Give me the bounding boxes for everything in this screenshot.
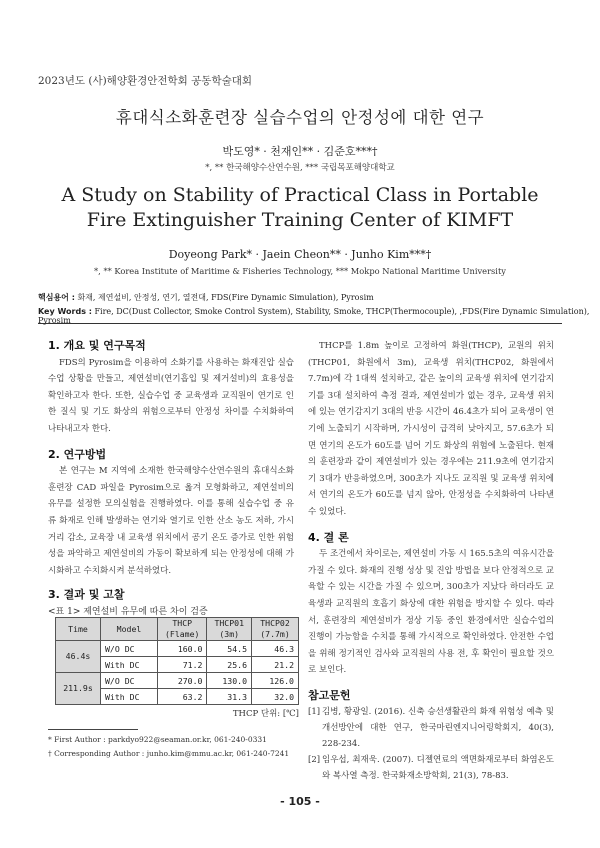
table-cell-value: 160.0 <box>158 641 207 657</box>
keywords-korean <box>38 292 374 303</box>
footnotes <box>48 733 289 761</box>
results-table <box>55 617 299 705</box>
references-title: 참고문헌 <box>308 688 351 702</box>
korean-authors: 박도영* · 천재인** · 김준호***† <box>222 145 378 158</box>
table-cell-value: 130.0 <box>207 673 252 689</box>
conference-header: 2023년도 (사)해양환경안전학회 공동학술대회 <box>38 75 253 87</box>
table-cell-value: 270.0 <box>158 673 207 689</box>
table-cell-value: 71.2 <box>158 657 207 673</box>
korean-affiliation: *, ** 한국해양수산연수원, *** 국립목포해양대학교 <box>205 163 395 173</box>
table-cell-time: 211.9s <box>56 673 101 705</box>
reference-text: 임우섭, 최재욱. (2007). 디젤연료의 액면화재로부터 화염온도와 복사열 측정. 한국화재소방학회, 21(3), 78-83. <box>322 755 554 782</box>
english-title-line1: A Study on Stability of Practical Class in Portable <box>61 184 539 206</box>
english-authors: Doyeong Park* · Jaein Cheon** · Junho Kim***† <box>168 248 432 261</box>
table-unit: THCP 단위: [℃] <box>232 709 299 719</box>
table-caption: <표 1> 제연설비 유무에 따른 차이 검증 <box>48 606 208 617</box>
table-cell-value: 63.2 <box>158 689 207 705</box>
section-2-body: 본 연구는 M 지역에 소재한 한국해양수산연수원의 휴대식소화훈련장 CAD 파일을 Pyrosim으로 옮겨 모형화하고, 제연설비의 유무를 설정한 모의실험을 진행하였다. 이를 통해 실습수업 중 유류 화재로 인해 발생하는 연기와 열기로 인한 산소 농도 저하, 가시거리 감소, 교육장 내 교육생 위치에서 공기 온도 증가로 인한 위험성을 파악하고 제연설비의 가동이 확보하게 되는 안정성에 대해 가시화하고 수치화시켜 분석하였다. <box>48 466 294 576</box>
english-title <box>0 183 600 233</box>
section-1-body: FDS의 Pyrosim을 이용하여 소화기를 사용하는 화재진압 실습수업 상황을 만들고, 제연설비(연기흡입 및 제거설비)의 효용성을 확인하고자 한다. 또한, 실습수업 중 교육생과 교직원이 연기로 인한 질식 및 기도 화상의 위험으로부터 안정성 차이를 수치화하여 나타내고자 한다. <box>48 357 294 434</box>
keywords-korean-label: 핵심용어 : <box>38 293 75 302</box>
table-header-cell: THCP02 (7.7m) <box>252 618 299 641</box>
section-3-title: 3. 결과 및 고찰 <box>48 588 125 602</box>
table-header-cell: Model <box>101 618 158 641</box>
table-header-row <box>56 618 299 641</box>
table-cell-model: With DC <box>101 689 158 705</box>
reference-number: [1] <box>308 707 321 718</box>
footnote-corresponding-author: † Corresponding Author : junho.kim@mmu.ac.kr, 061-240-7241 <box>48 749 290 758</box>
page-number: - 105 - <box>280 795 320 808</box>
reference-number: [2] <box>308 755 321 766</box>
section-2-title: 2. 연구방법 <box>48 447 107 461</box>
keywords-english-text: Fire, DC(Dust Collector, Smoke Control System), Stability, Smoke, THCP(Thermocouple), ,FDS(Fire Dynamic Simulation), Pyrosim <box>38 307 590 325</box>
divider <box>38 323 562 324</box>
table-cell-value: 54.5 <box>207 641 252 657</box>
table-row <box>56 641 299 657</box>
table-cell-value: 31.3 <box>207 689 252 705</box>
right-column <box>308 338 554 784</box>
reference-item <box>308 752 554 784</box>
keywords-english-label: Key Words : <box>38 307 92 316</box>
keywords-korean-text: 화재, 제연설비, 안정성, 연기, 열전대, FDS(Fire Dynamic Simulation), Pyrosim <box>77 293 374 302</box>
english-affiliation: *, ** Korea Institute of Maritime & Fisheries Technology, *** Mokpo National Maritime University <box>94 266 506 276</box>
table-cell-value: 25.6 <box>207 657 252 673</box>
footnote-divider <box>48 729 138 730</box>
table-header-cell: THCP (Flame) <box>158 618 207 641</box>
table-header-cell: THCP01 (3m) <box>207 618 252 641</box>
table-cell-time: 46.4s <box>56 641 101 673</box>
section-3-body: THCP를 1.8m 높이로 고정하여 화원(THCP), 교원의 위치(THCP01, 화원에서 3m), 교육생 위치(THCP02, 화원에서 7.7m)에 각 1대씩 설치하고, 같은 높이의 교육생 위치에 연기감지기를 3대 설치하여 측정 결과, 제연설비가 없는 경우, 교육생 위치에 있는 연기감지기 3대의 반응 시간이 46.4초가 되어 교육생이 연기에 노출되기 시작하며, 가시성이 급격히 낮아지고, 57.6초가 되면 연기의 온도가 60도를 넘어 기도 화상의 위험에 노출된다. 현재의 훈련장과 같이 제연설비가 있는 경우에는 211.9초에 연기감지기 3대가 반응하였으며, 300초가 지나도 교직원 및 교육생 위치에서 연기의 온도가 60도를 넘지 않아, 안정성을 수치화하여 나타낸 수 있었다. <box>308 341 554 517</box>
section-4-title: 4. 결 론 <box>308 530 349 544</box>
english-title-line2: Fire Extinguisher Training Center of KIMFT <box>86 209 514 231</box>
table-cell-model: With DC <box>101 657 158 673</box>
table-cell-value: 46.3 <box>252 641 299 657</box>
korean-title: 휴대식소화훈련장 실습수업의 안정성에 대한 연구 <box>115 108 485 127</box>
table-row <box>56 673 299 689</box>
reference-list <box>308 704 554 784</box>
table-cell-value: 126.0 <box>252 673 299 689</box>
table-cell-value: 32.0 <box>252 689 299 705</box>
table-header-cell: Time <box>56 618 101 641</box>
table-cell-value: 21.2 <box>252 657 299 673</box>
section-4-body: 두 조건에서 차이로는, 제연설비 가동 시 165.5초의 여유시간을 가질 수 있다. 화재의 진행 성상 및 진압 방법을 보다 안정적으로 교육할 수 있는 시간을 가질 수 있으며, 300초가 지났다 하더라도 교육생과 교직원의 호흡기 화상에 대한 위험을 방지할 수 있다. 따라서, 훈련장의 제연설비가 정상 기동 중인 환경에서만 실습수업의 진행이 가능함을 수치를 통해 가시적으로 확인하였다. 안전한 수업을 위해 정기적인 검사와 교직원의 사용 전, 후 확인이 필요할 것으로 보인다. <box>308 549 554 676</box>
footnote-first-author: * First Author : parkdyo922@seaman.or.kr, 061-240-0331 <box>48 735 267 744</box>
section-1-title: 1. 개요 및 연구목적 <box>48 339 146 352</box>
reference-item <box>308 704 554 752</box>
table-cell-model: W/O DC <box>101 641 158 657</box>
table-cell-model: W/O DC <box>101 673 158 689</box>
left-column <box>48 338 294 621</box>
reference-text: 김병, 황광일. (2016). 신축 승선생활관의 화재 위험성 예측 및 개선방안에 대한 연구, 한국마린엔지니어링학회지, 40(3), 228-234. <box>322 707 554 750</box>
